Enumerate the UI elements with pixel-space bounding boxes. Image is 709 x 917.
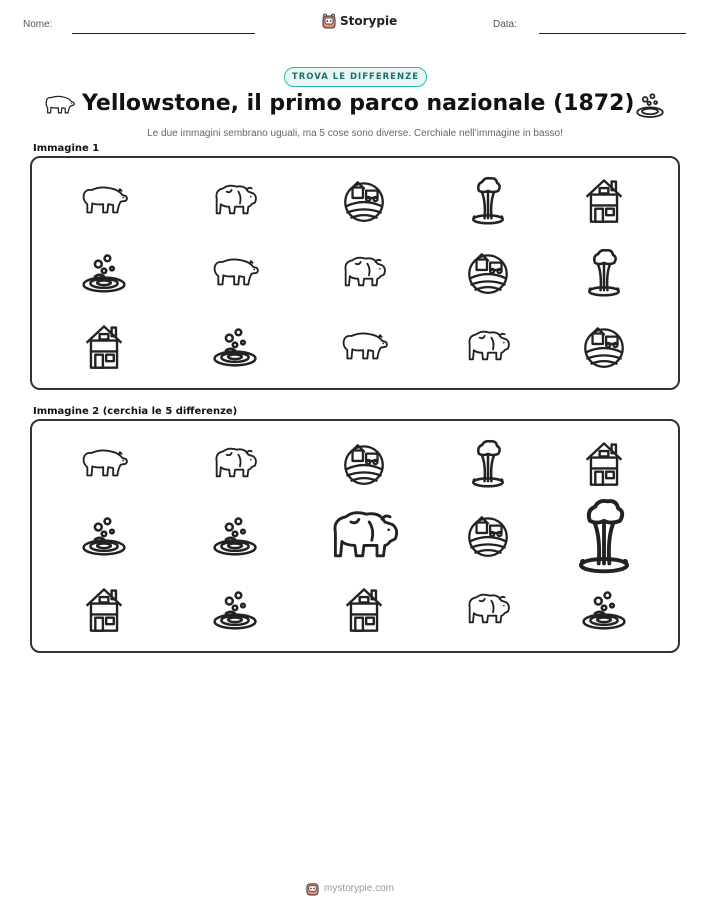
bear-icon — [79, 175, 129, 225]
geyser-icon[interactable] — [565, 496, 643, 574]
title-hot-spring-icon — [634, 91, 666, 119]
bison-icon — [210, 175, 260, 225]
farm-icon[interactable] — [463, 510, 513, 560]
panel-2-label: Immagine 2 (cerchia le 5 differenze) — [33, 406, 238, 417]
brand-logo — [322, 13, 397, 29]
farm-icon — [579, 321, 629, 371]
geyser-icon[interactable] — [463, 438, 513, 488]
name-label: Nome: — [23, 19, 53, 30]
bear-icon — [210, 247, 260, 297]
bison-icon[interactable] — [325, 496, 403, 574]
picture-panel-1 — [30, 156, 680, 390]
hot-spring-icon[interactable] — [210, 584, 260, 634]
picture-panel-2[interactable] — [30, 419, 680, 653]
name-field[interactable] — [72, 33, 255, 34]
bison-icon[interactable] — [463, 584, 513, 634]
house-icon[interactable] — [79, 584, 129, 634]
activity-badge: TROVA LE DIFFERENZE — [284, 67, 427, 87]
house-icon — [579, 175, 629, 225]
bear-icon[interactable] — [79, 438, 129, 488]
title-bear-icon — [42, 93, 76, 117]
hot-spring-icon[interactable] — [579, 584, 629, 634]
brand-name: Storypie — [340, 14, 398, 28]
footer-url: mystorypie.com — [324, 883, 395, 894]
storypie-mascot-icon — [322, 13, 336, 29]
bison-icon — [339, 247, 389, 297]
bison-icon[interactable] — [210, 438, 260, 488]
footer — [306, 881, 394, 896]
instructions-text: Le due immagini sembrano uguali, ma 5 cose sono diverse. Cerchiale nell’immagine in basso! — [147, 128, 563, 139]
date-label: Data: — [493, 19, 517, 30]
panel-1-label: Immagine 1 — [33, 143, 100, 154]
house-icon[interactable] — [339, 584, 389, 634]
hot-spring-icon[interactable] — [79, 510, 129, 560]
bear-icon — [339, 321, 389, 371]
hot-spring-icon[interactable] — [210, 510, 260, 560]
date-field[interactable] — [539, 33, 686, 34]
hot-spring-icon — [210, 321, 260, 371]
hot-spring-icon — [79, 247, 129, 297]
geyser-icon — [463, 175, 513, 225]
geyser-icon — [579, 247, 629, 297]
bison-icon — [463, 321, 513, 371]
farm-icon — [463, 247, 513, 297]
house-icon[interactable] — [579, 438, 629, 488]
house-icon — [79, 321, 129, 371]
storypie-mascot-icon — [306, 881, 319, 896]
page-title: Yellowstone, il primo parco nazionale (1872) — [82, 91, 635, 116]
farm-icon — [339, 175, 389, 225]
farm-icon[interactable] — [339, 438, 389, 488]
